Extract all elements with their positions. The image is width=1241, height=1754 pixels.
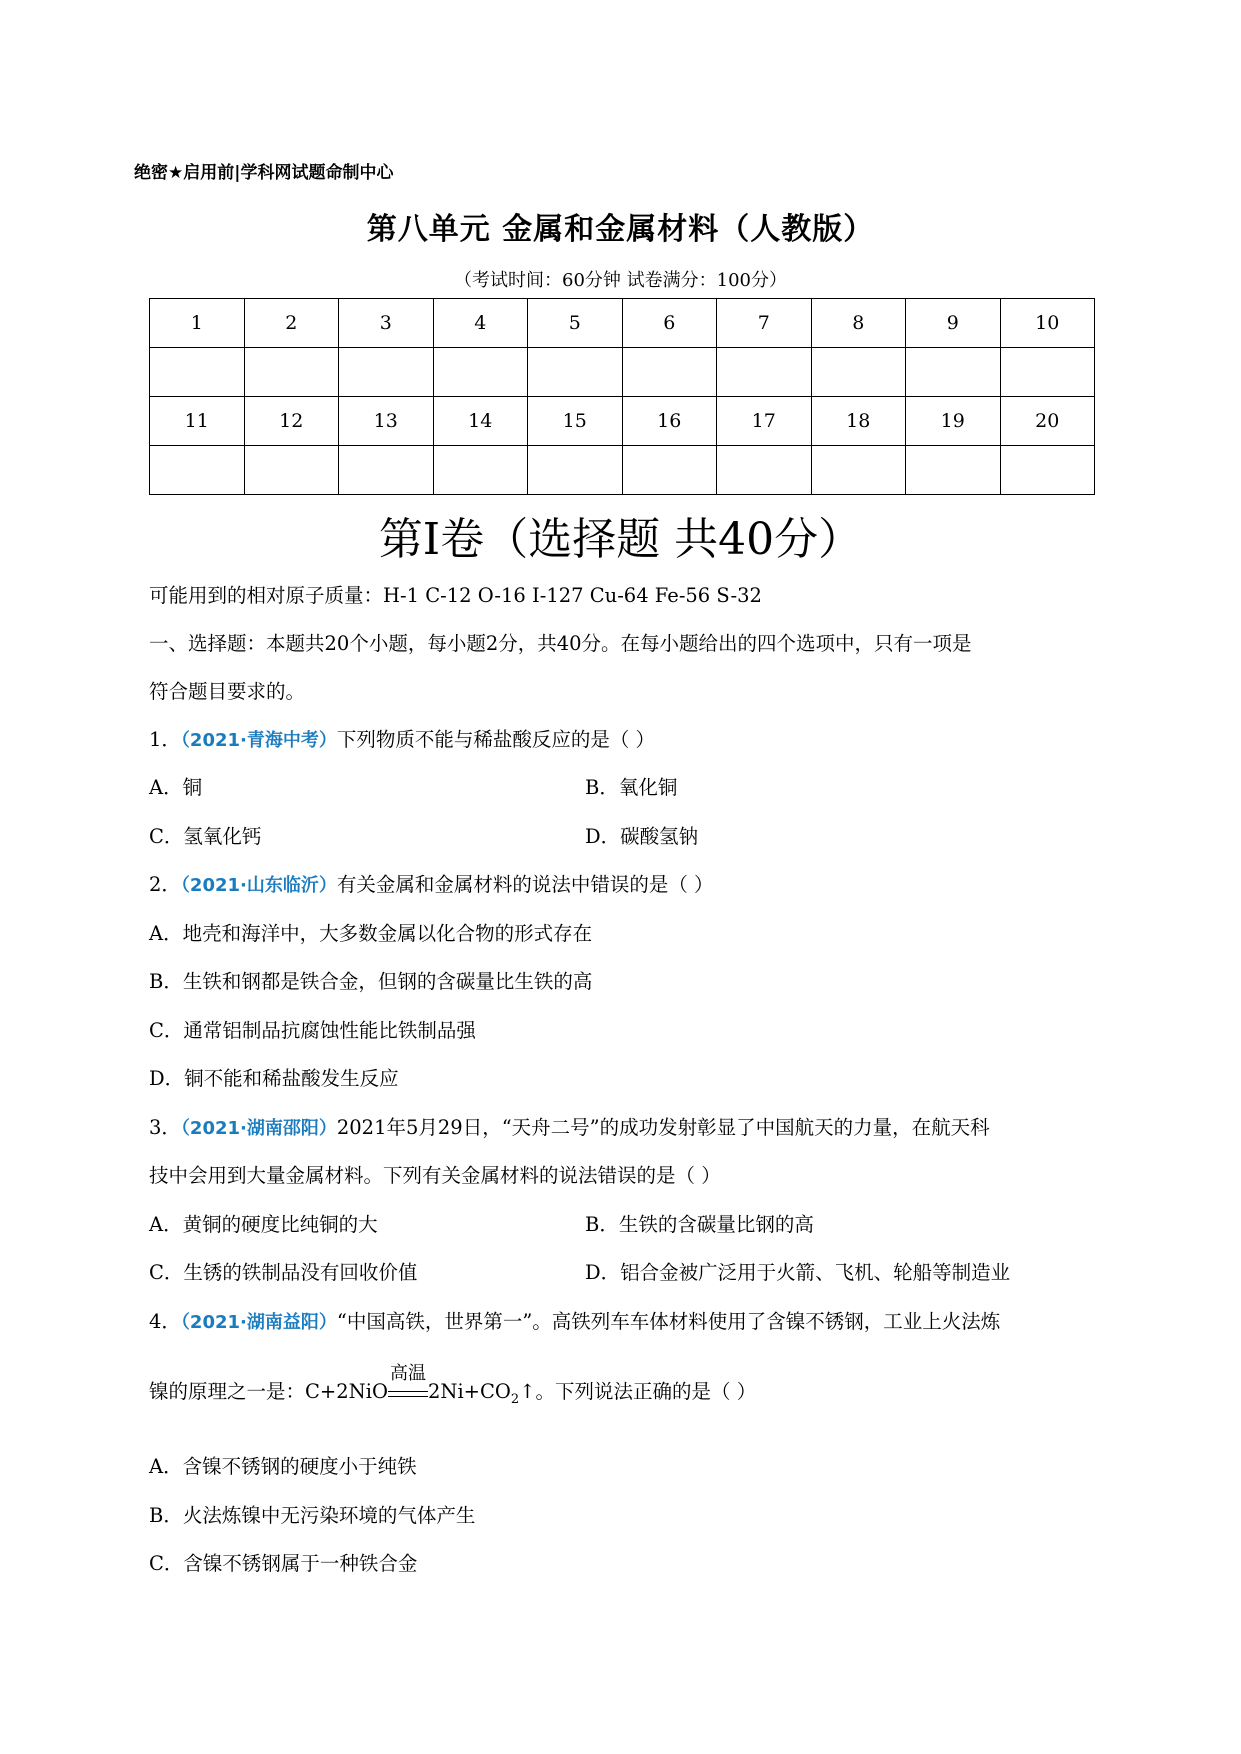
option-b[interactable]: B．生铁和钢都是铁合金，但钢的含碳量比生铁的高: [149, 970, 593, 993]
exam-title: 第八单元 金属和金属材料（人教版）: [366, 212, 875, 247]
option-a[interactable]: A．黄铜的硬度比纯铜的大: [149, 1213, 378, 1236]
answer-blank-cell[interactable]: [622, 446, 717, 495]
answer-blank-cell[interactable]: [433, 348, 528, 397]
atomic-mass-line: 可能用到的相对原子质量：H-1 C-12 O-16 I-127 Cu-64 Fe-56 S-32: [149, 584, 762, 607]
answer-table-number-row: [150, 397, 1095, 446]
question-source: （2021·湖南邵阳）: [180, 1118, 337, 1139]
question-stem: [149, 724, 655, 752]
option-d[interactable]: D．铜不能和稀盐酸发生反应: [149, 1067, 399, 1090]
answer-table-cell: 18: [811, 397, 906, 446]
answer-blank-cell[interactable]: [339, 348, 434, 397]
answer-blank-cell[interactable]: [622, 348, 717, 397]
answer-table-cell: 5: [528, 299, 623, 348]
answer-table-cell: 13: [339, 397, 434, 446]
answer-table-cell: 2: [244, 299, 339, 348]
question-text: 。下列说法正确的是（ ）: [535, 1380, 757, 1403]
answer-table-cell: 4: [433, 299, 528, 348]
option-a[interactable]: A．铜: [149, 776, 203, 799]
option-b[interactable]: B．火法炼镍中无污染环境的气体产生: [149, 1504, 476, 1527]
answer-blank-cell[interactable]: [528, 446, 623, 495]
equation-reactants: C+2NiO: [305, 1380, 388, 1403]
part-one-title: 第I卷（选择题 共40分）: [378, 514, 863, 565]
answer-blank-cell[interactable]: [906, 348, 1001, 397]
option-c[interactable]: C．生锈的铁制品没有回收价值: [149, 1261, 418, 1284]
option-d[interactable]: D．铝合金被广泛用于火箭、飞机、轮船等制造业: [585, 1261, 1011, 1284]
answer-table-cell: 11: [150, 397, 245, 446]
answer-blank-cell[interactable]: [717, 446, 812, 495]
option-d[interactable]: D．碳酸氢钠: [585, 825, 699, 848]
equation-equals-sign: [388, 1362, 428, 1403]
question-source: （2021·青海中考）: [180, 730, 337, 751]
answer-blank-cell[interactable]: [528, 348, 623, 397]
answer-blank-cell[interactable]: [433, 446, 528, 495]
answer-blank-cell[interactable]: [1000, 348, 1095, 397]
option-c[interactable]: C．含镍不锈钢属于一种铁合金: [149, 1552, 418, 1575]
answer-table-cell: 7: [717, 299, 812, 348]
question-stem: [149, 869, 714, 897]
question-stem: [149, 1306, 1000, 1334]
answer-table-cell: 19: [906, 397, 1001, 446]
question-number: 2．: [149, 873, 181, 896]
question-text: 有关金属和金属材料的说法中错误的是（ ）: [336, 873, 714, 896]
option-b[interactable]: B．生铁的含碳量比钢的高: [585, 1213, 814, 1236]
instructions-line: 符合题目要求的。: [149, 680, 306, 703]
answer-blank-cell[interactable]: [244, 348, 339, 397]
question-text: 镍的原理之一是：: [149, 1380, 306, 1403]
answer-table-blank-row: [150, 348, 1095, 397]
answer-blank-cell[interactable]: [906, 446, 1001, 495]
confidential-header: 绝密★启用前|学科网试题命制中心: [134, 163, 394, 183]
question-number: 4．: [149, 1310, 181, 1333]
option-c[interactable]: C．通常铝制品抗腐蚀性能比铁制品强: [149, 1019, 476, 1042]
question-stem: [149, 1112, 990, 1140]
answer-blank-cell[interactable]: [1000, 446, 1095, 495]
answer-table-cell: 16: [622, 397, 717, 446]
option-b[interactable]: B．氧化铜: [585, 776, 678, 799]
option-c[interactable]: C．氢氧化钙: [149, 825, 262, 848]
answer-blank-cell[interactable]: [244, 446, 339, 495]
instructions-line: 一、选择题：本题共20个小题，每小题2分，共40分。在每小题给出的四个选项中，只有一项是: [149, 632, 972, 655]
option-a[interactable]: A．含镍不锈钢的硬度小于纯铁: [149, 1455, 417, 1478]
answer-table-number-row: [150, 299, 1095, 348]
question-source: （2021·山东临沂）: [180, 875, 337, 896]
answer-table-cell: 10: [1000, 299, 1095, 348]
gas-arrow-icon: ↑: [519, 1380, 536, 1403]
subscript: 2: [510, 1391, 520, 1407]
equation-products: 2Ni+CO: [427, 1380, 511, 1403]
answer-blank-cell[interactable]: [811, 348, 906, 397]
question-number: 1．: [149, 728, 181, 751]
answer-blank-cell[interactable]: [150, 446, 245, 495]
question-text: 2021年5月29日，“天舟二号”的成功发射彰显了中国航天的力量，在航天科: [336, 1116, 990, 1139]
answer-table-cell: 9: [906, 299, 1001, 348]
answer-table-cell: 14: [433, 397, 528, 446]
question-text-with-formula: [149, 1362, 757, 1407]
question-text: 下列物质不能与稀盐酸反应的是（ ）: [336, 728, 656, 751]
answer-blank-cell[interactable]: [150, 348, 245, 397]
question-text: “中国高铁，世界第一”。高铁列车车体材料使用了含镍不锈钢，工业上火法炼: [336, 1310, 1001, 1333]
question-number: 3．: [149, 1116, 181, 1139]
answer-table-cell: 12: [244, 397, 339, 446]
answer-table-cell: 8: [811, 299, 906, 348]
answer-table: [149, 298, 1095, 495]
option-a[interactable]: A．地壳和海洋中，大多数金属以化合物的形式存在: [149, 922, 593, 945]
answer-blank-cell[interactable]: [811, 446, 906, 495]
answer-blank-cell[interactable]: [339, 446, 434, 495]
chemical-equation: [305, 1362, 536, 1407]
exam-subtitle: （考试时间：60分钟 试卷满分：100分）: [454, 270, 787, 291]
question-source: （2021·湖南益阳）: [180, 1312, 337, 1333]
answer-blank-cell[interactable]: [717, 348, 812, 397]
answer-table-cell: 15: [528, 397, 623, 446]
question-text-continued: 技中会用到大量金属材料。下列有关金属材料的说法错误的是（ ）: [149, 1164, 721, 1187]
answer-table-blank-row: [150, 446, 1095, 495]
answer-table-cell: 17: [717, 397, 812, 446]
reaction-condition: 高温: [389, 1362, 426, 1384]
answer-table-cell: 20: [1000, 397, 1095, 446]
answer-table-cell: 1: [150, 299, 245, 348]
answer-table-cell: 6: [622, 299, 717, 348]
answer-table-cell: 3: [339, 299, 434, 348]
